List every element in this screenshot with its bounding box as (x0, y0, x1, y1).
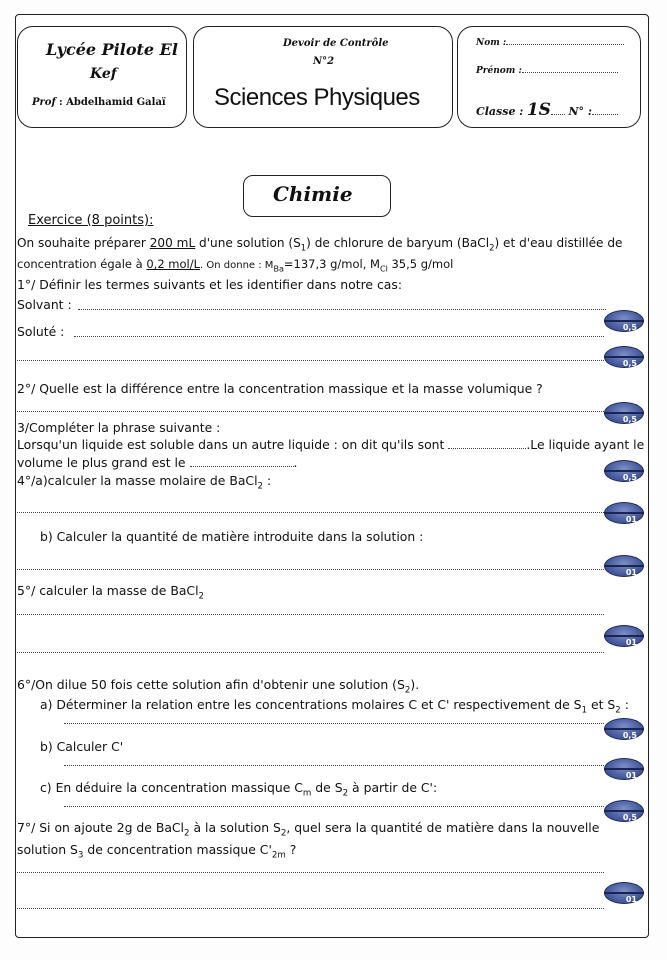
devoir-title: Devoir de Contrôle (283, 38, 389, 49)
teacher: Prof : Abdelhamid Galaï (32, 97, 166, 108)
prenom-field: Prénom : (476, 66, 618, 76)
answer-line[interactable] (17, 512, 604, 513)
points-badge: 0,5 (604, 402, 644, 424)
solute-label: Soluté : (17, 324, 65, 339)
points-badge: 0,5 (604, 460, 644, 482)
devoir-number: N°2 (313, 56, 335, 67)
points-badge: 0,5 (604, 310, 644, 332)
answer-line[interactable] (64, 765, 604, 766)
points-badge: 01 (604, 555, 644, 577)
question-6a: a) Déterminer la relation entre les concentrations molaires C et C' respectivement de $S_1$ et $S_2$ : (40, 697, 629, 716)
solute-answer-line[interactable] (74, 336, 604, 337)
question-1: 1°/ Définir les termes suivants et les identifier dans notre cas: (17, 277, 403, 292)
answer-line[interactable] (17, 614, 604, 615)
answer-line[interactable] (17, 411, 604, 412)
answer-line[interactable] (64, 723, 604, 724)
question-7-line-2: solution $S_3$ de concentration massique $C'_{2m}$ ? (17, 842, 297, 861)
answer-line[interactable] (17, 569, 604, 570)
question-2: 2°/ Quelle est la différence entre la concentration massique et la masse volumique ? (17, 381, 543, 396)
points-badge: 01 (604, 502, 644, 524)
answer-line[interactable] (17, 872, 604, 873)
section-title: Chimie (273, 182, 353, 206)
question-6c: c) En déduire la concentration massique $C_m$ de $S_2$ à partir de C': (40, 780, 438, 799)
question-4a: 4°/a)calculer la masse molaire de BaCl$_2$ : (17, 473, 272, 492)
answer-line[interactable] (64, 806, 604, 807)
intro-line-2: concentration égale à 0,2 mol/L. On donne : $M_{Ba}=137,3$ g/mol, $M_{Cl}$ 35,5 g/mol (17, 257, 454, 274)
question-6: 6°/On dilue 50 fois cette solution afin d'obtenir une solution $(S_2)$. (17, 677, 420, 696)
answer-line[interactable] (17, 360, 604, 361)
question-3-sentence-2: volume le plus grand est le . (17, 455, 298, 470)
question-5: 5°/ calculer la masse de BaCl$_2$ (17, 583, 205, 602)
school-city: Kef (90, 66, 117, 82)
classe-field: Classe : 1S N° : (476, 100, 618, 120)
points-badge: 01 (604, 625, 644, 647)
subject-title: Sciences Physiques (214, 84, 420, 111)
points-badge: 0,5 (604, 346, 644, 368)
question-3: 3/Compléter la phrase suivante : (17, 420, 221, 435)
school-name: Lycée Pilote El (46, 40, 178, 59)
solvant-answer-line[interactable] (78, 309, 606, 310)
answer-line[interactable] (17, 908, 604, 909)
question-4b: b) Calculer la quantité de matière introduite dans la solution : (40, 529, 424, 544)
points-badge: 0,5 (604, 718, 644, 740)
exercise-title: Exercice (8 points): (28, 213, 154, 228)
intro-line-1: On souhaite préparer 200 mL d'une solution $(S_1)$ de chlorure de baryum (BaCl$_2$) et d'eau distillée de (17, 236, 623, 253)
question-3-sentence-1: Lorsqu'un liquide est soluble dans un autre liquide : on dit qu'ils sont .Le liquide ayant le (17, 437, 645, 452)
answer-line[interactable] (17, 652, 604, 653)
question-7-line-1: 7°/ Si on ajoute 2g de BaCl$_2$ à la solution $S_2$, quel sera la quantité de matière dans la nouvelle (17, 820, 600, 839)
nom-field: Nom : (476, 38, 624, 48)
solvant-label: Solvant : (17, 297, 72, 312)
question-6b: b) Calculer C' (40, 739, 124, 754)
points-badge: 0,5 (604, 800, 644, 822)
points-badge: 01 (604, 882, 644, 904)
points-badge: 01 (604, 758, 644, 780)
